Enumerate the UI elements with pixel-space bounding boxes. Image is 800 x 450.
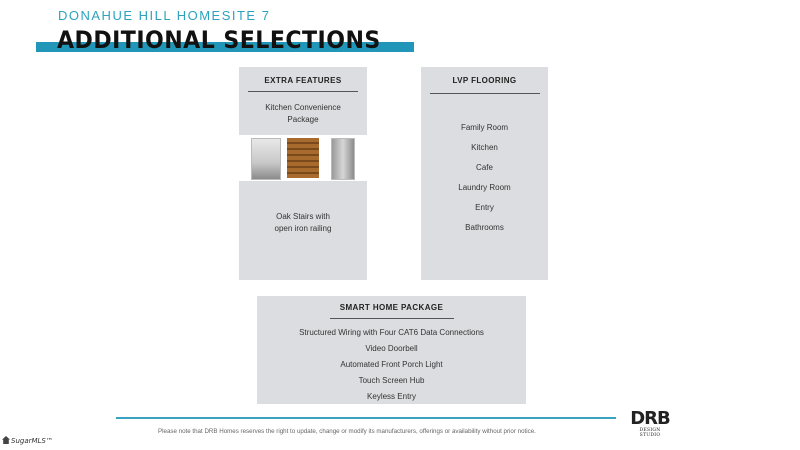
list-item: Structured Wiring with Four CAT6 Data Connections [299,328,484,337]
drb-design-studio-logo [630,410,670,438]
extra-features-divider [248,91,358,92]
smart-home-divider [330,318,454,319]
page-title: ADDITIONAL SELECTIONS [57,26,381,54]
extra-features-title: EXTRA FEATURES [264,76,342,85]
list-item: Touch Screen Hub [358,376,425,385]
list-item: Bathrooms [465,223,504,232]
logo-subtitle: DESIGN STUDIO [639,428,661,438]
oak-stairs-line1: Oak Stairs with [276,212,330,221]
lvp-flooring-divider [430,93,540,94]
lvp-flooring-list [421,118,548,238]
header-subtitle: DONAHUE HILL HOMESITE 7 [58,8,271,23]
house-icon [2,436,10,444]
disclaimer-text: Please note that DRB Homes reserves the right to update, change or modify its manufacturers, offerings or availability without prior notice. [158,428,536,435]
list-item: Kitchen [471,143,498,152]
oak-stairs-label [239,211,367,235]
kitchen-package-label [239,102,367,126]
pull-out-drawer-photo [287,138,319,178]
list-item: Entry [475,203,494,212]
extra-features-panel [239,67,367,280]
kitchen-package-line2: Package [287,115,319,124]
refrigerator-photo [331,138,355,180]
kitchen-package-line1: Kitchen Convenience [265,103,341,112]
mls-label: SugarMLS™ [11,437,53,445]
smart-home-title: SMART HOME PACKAGE [339,303,444,312]
list-item: Cafe [476,163,493,172]
drawer-cabinet-photo [251,138,281,180]
list-item: Keyless Entry [367,392,416,401]
smart-home-panel [257,296,526,404]
list-item: Family Room [460,123,509,132]
kitchen-package-photos [239,135,367,181]
list-item: Video Doorbell [365,344,418,353]
mls-watermark [2,436,53,445]
logo-mark: DRB [630,408,670,429]
list-item: Laundry Room [458,183,511,192]
lvp-flooring-panel [421,67,548,280]
list-item: Automated Front Porch Light [340,360,443,369]
smart-home-list [257,325,526,405]
oak-stairs-line2: open iron railing [274,224,332,233]
lvp-flooring-title: LVP FLOORING [452,76,517,85]
footer-divider [116,417,616,419]
